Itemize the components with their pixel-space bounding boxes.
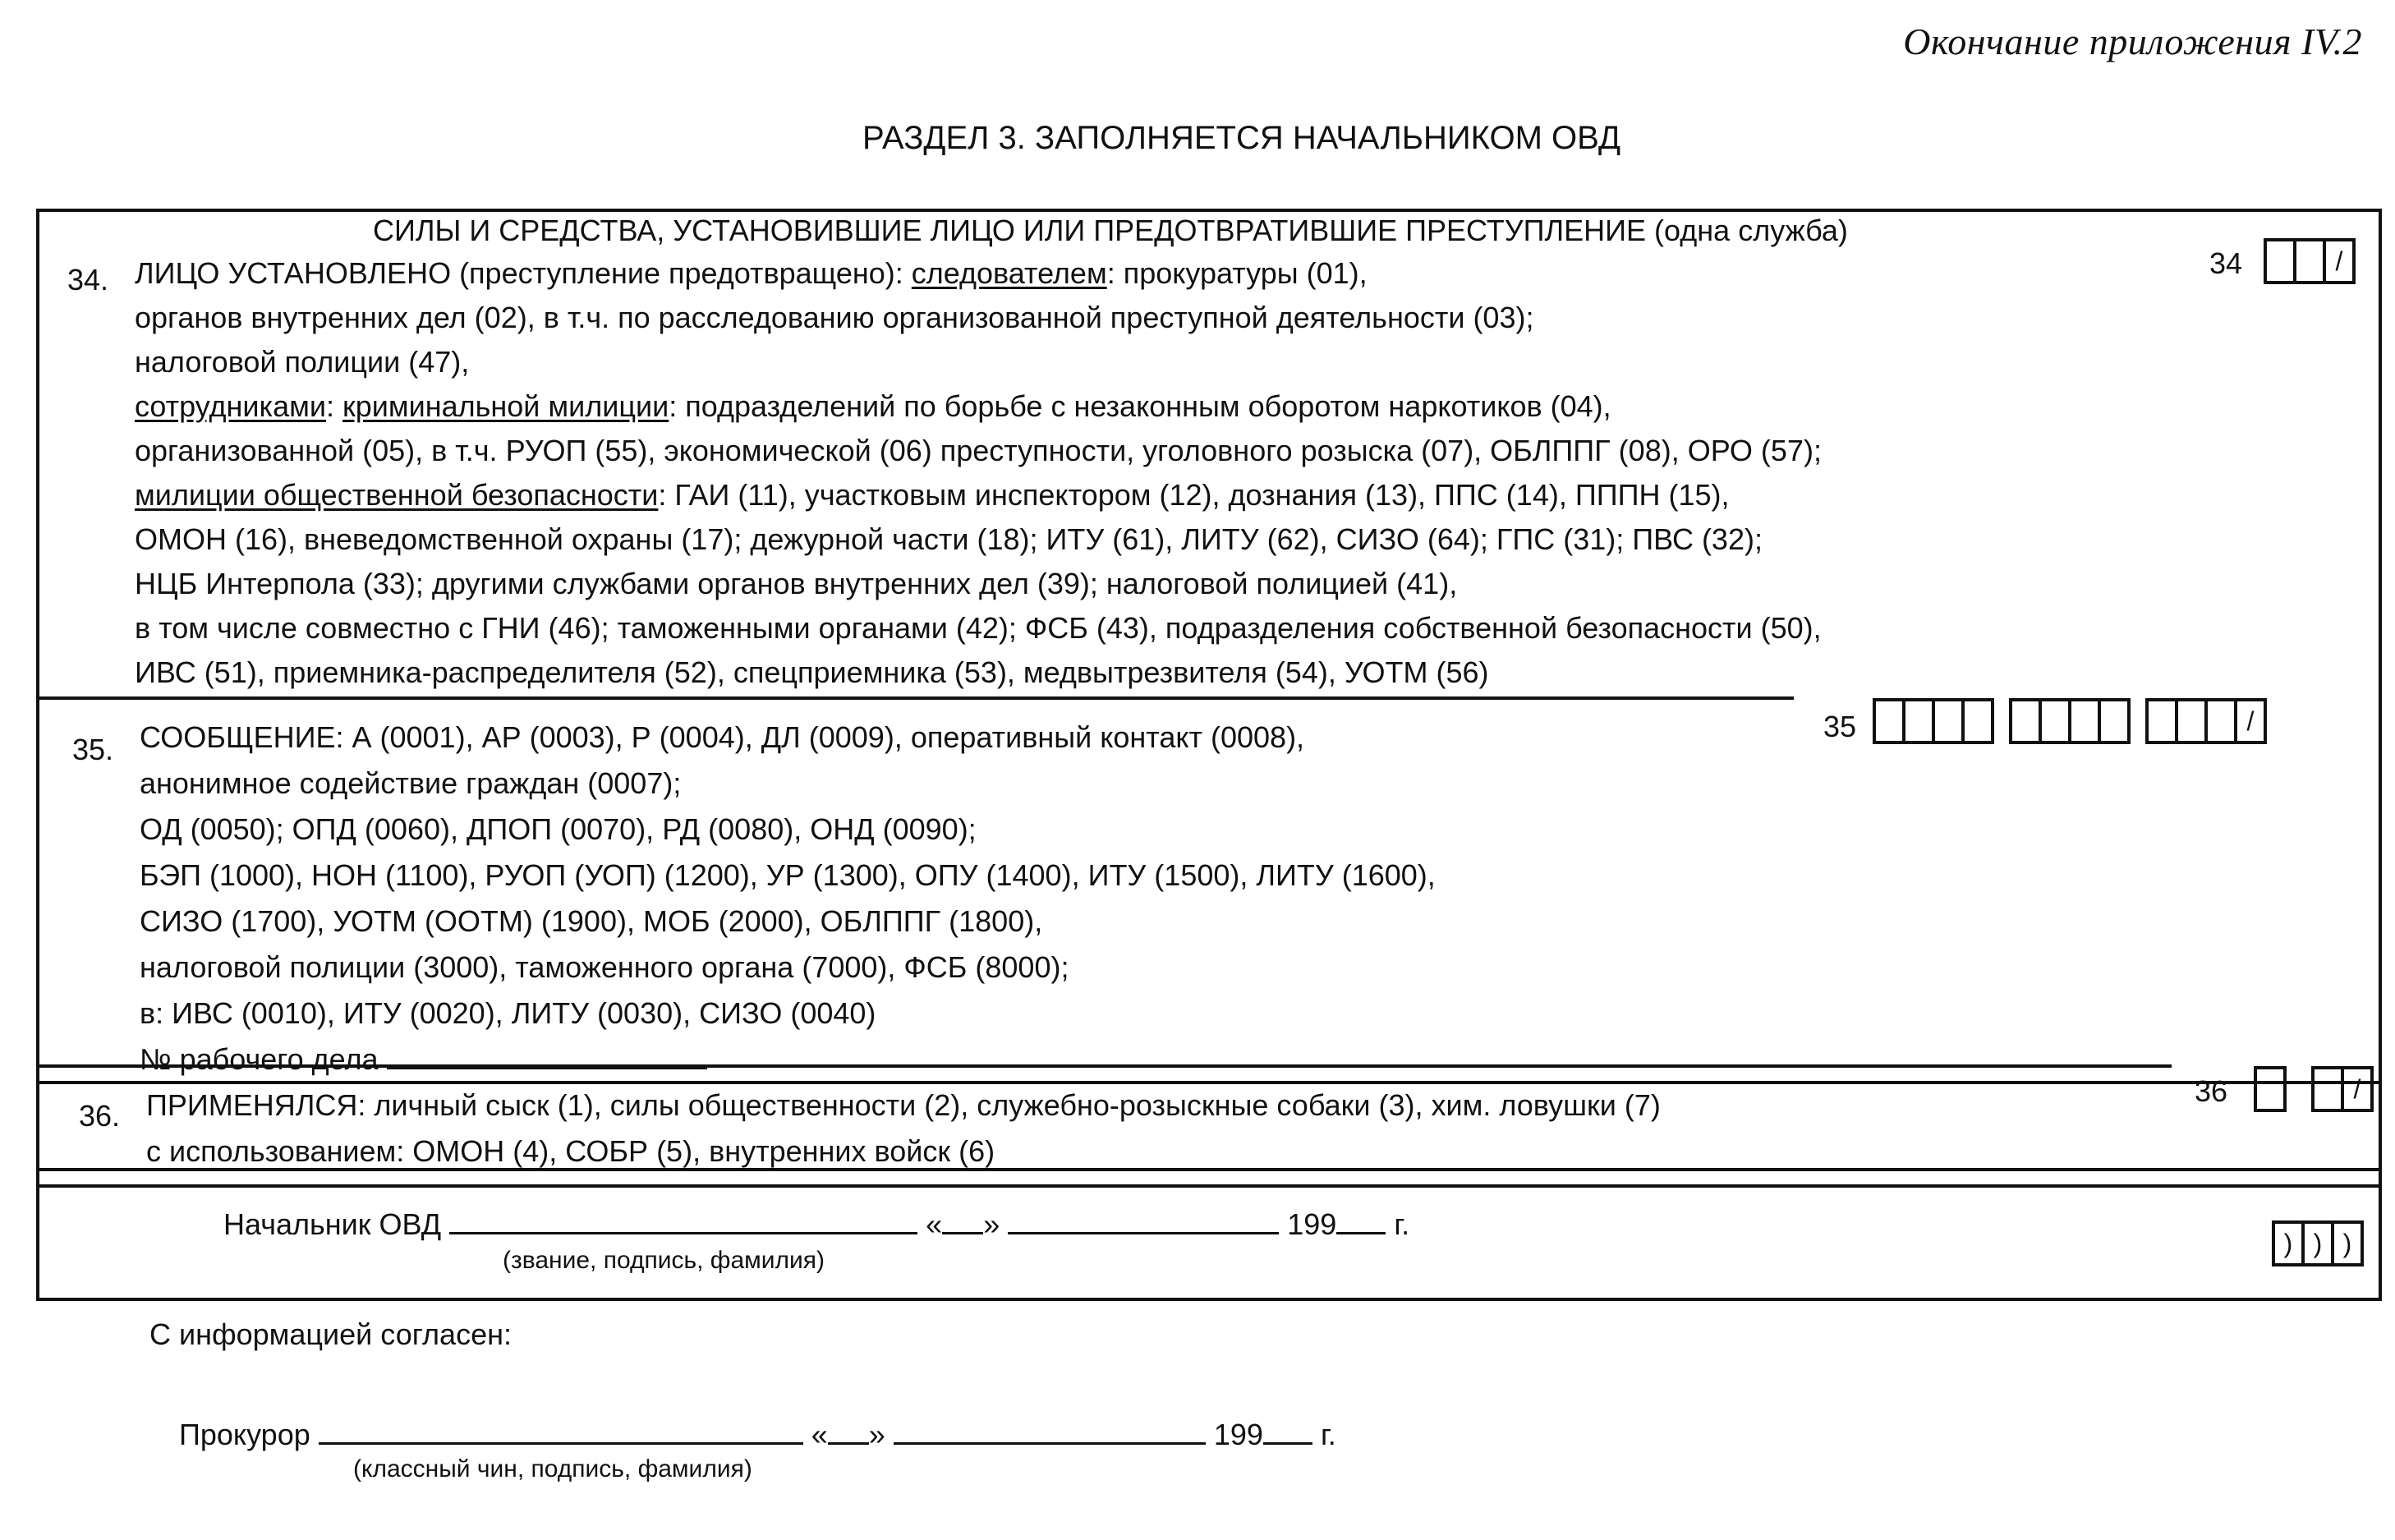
mark-cell bbox=[2272, 1221, 2305, 1266]
block35-line2: анонимное содействие граждан (0007); bbox=[140, 766, 682, 800]
code-group-1 bbox=[1876, 698, 1994, 744]
code-cell[interactable] bbox=[2254, 1066, 2287, 1112]
block36-line1: ПРИМЕНЯЛСЯ: личный сыск (1), силы общественности (2), служебно-розыскные собаки (3), хим. ловушки (7) bbox=[146, 1088, 1661, 1122]
block34-line7: ОМОН (16), вневедомственной охраны (17); дежурной части (18); ИТУ (61), ЛИТУ (62), СИЗО (64); ГПС (31); ПВС (32); bbox=[135, 522, 1763, 556]
mark: ) bbox=[2313, 1228, 2323, 1258]
block34-line2: органов внутренних дел (02), в т.ч. по расследованию организованной преступной деятельности (03); bbox=[135, 301, 1534, 334]
block36-code-box-b bbox=[2315, 1066, 2374, 1112]
block35-text bbox=[140, 715, 1436, 1083]
block34-line3: налоговой полиции (47), bbox=[135, 345, 470, 379]
slash-mark: / bbox=[2335, 246, 2343, 276]
block36-number: 36. bbox=[79, 1099, 121, 1133]
block35-line7: в: ИВС (0010), ИТУ (0020), ЛИТУ (0030), СИЗО (0040) bbox=[140, 996, 876, 1030]
signature-prosecutor-row bbox=[179, 1413, 1336, 1457]
quote-close: » bbox=[868, 1418, 885, 1451]
quote-open: « bbox=[811, 1418, 828, 1451]
block35-code-boxes bbox=[1876, 698, 2267, 744]
block34-line6 bbox=[135, 473, 1822, 517]
code-cell[interactable] bbox=[2098, 698, 2131, 744]
block34-line1 bbox=[135, 251, 1822, 296]
block36-text bbox=[146, 1083, 1661, 1175]
day-field[interactable] bbox=[828, 1442, 869, 1445]
signature-ovd-caption: (звание, подпись, фамилия) bbox=[503, 1247, 825, 1274]
text-segment: : подразделений по борьбе с незаконным оборотом наркотиков (04), bbox=[669, 389, 1611, 423]
signature-prosecutor-field[interactable] bbox=[319, 1442, 803, 1445]
text-segment: : прокуратуры (01), bbox=[1106, 256, 1368, 290]
year-suffix: г. bbox=[1320, 1418, 1336, 1451]
block36-code-label: 36 bbox=[2195, 1074, 2228, 1108]
divider-36-sign-second bbox=[36, 1184, 2382, 1188]
signature-prosecutor-caption: (классный чин, подпись, фамилия) bbox=[353, 1455, 752, 1483]
block34-number: 34. bbox=[67, 263, 109, 297]
block34-text bbox=[135, 251, 1822, 695]
mark: ) bbox=[2342, 1228, 2352, 1258]
signature-ovd-field[interactable] bbox=[449, 1232, 917, 1234]
text-segment: : ГАИ (11), участковым инспектором (12), дознания (13), ППС (14), ПППН (15), bbox=[658, 478, 1730, 512]
signature-prosecutor-label: Прокурор bbox=[179, 1418, 310, 1451]
block34-heading: СИЛЫ И СРЕДСТВА, УСТАНОВИВШИЕ ЛИЦО ИЛИ ПРЕДОТВРАТИВШИЕ ПРЕСТУПЛЕНИЕ (одна служба) bbox=[373, 214, 1848, 247]
text-segment: ЛИЦО УСТАНОВЛЕНО (преступление предотвращено): bbox=[135, 256, 912, 290]
block36-line2: с использованием: ОМОН (4), СОБР (5), внутренних войск (6) bbox=[146, 1134, 995, 1168]
code-cell[interactable] bbox=[2068, 698, 2101, 744]
month-field[interactable] bbox=[1008, 1232, 1279, 1234]
appendix-note: Окончание приложения IV.2 bbox=[1903, 21, 2362, 62]
year-suffix: г. bbox=[1394, 1207, 1410, 1241]
block34-code-boxes bbox=[2267, 238, 2356, 284]
block35-line1: СООБЩЕНИЕ: А (0001), АР (0003), Р (0004), ДЛ (0009), оперативный контакт (0008), bbox=[140, 720, 1305, 754]
block35-line5: СИЗО (1700), УОТМ (ООТМ) (1900), МОБ (2000), ОБЛППГ (1800), bbox=[140, 904, 1043, 938]
signature-ovd-row bbox=[223, 1202, 1409, 1247]
underlined-term: милиции общественной безопасности bbox=[135, 478, 659, 512]
code-cell[interactable] bbox=[2234, 698, 2267, 744]
code-cell[interactable] bbox=[1873, 698, 1905, 744]
code-cell[interactable] bbox=[1932, 698, 1965, 744]
code-cell[interactable] bbox=[2311, 1066, 2344, 1112]
code-cell[interactable] bbox=[2145, 698, 2178, 744]
day-field[interactable] bbox=[942, 1232, 983, 1234]
signature-ovd-label: Начальник ОВД bbox=[223, 1207, 442, 1241]
code-cell[interactable] bbox=[2039, 698, 2071, 744]
section-title: РАЗДЕЛ 3. ЗАПОЛНЯЕТСЯ НАЧАЛЬНИКОМ ОВД bbox=[862, 120, 1621, 156]
month-field[interactable] bbox=[894, 1442, 1206, 1445]
block34-line10: ИВС (51), приемника-распределителя (52), спецприемника (53), медвытрезвителя (54), УОТМ (56) bbox=[135, 655, 1489, 689]
code-cell[interactable] bbox=[2323, 238, 2356, 284]
block34-line8: НЦБ Интерпола (33); другими службами органов внутренних дел (39); налоговой полицией (41), bbox=[135, 567, 1458, 600]
code-group-3 bbox=[2149, 698, 2267, 744]
mark: ) bbox=[2283, 1228, 2293, 1258]
signature-ovd-marks bbox=[2275, 1221, 2364, 1266]
code-cell[interactable] bbox=[2175, 698, 2208, 744]
text-segment: : bbox=[325, 389, 342, 423]
divider-34-35 bbox=[36, 696, 1794, 700]
underlined-term: следователем bbox=[911, 256, 1107, 290]
agreement-label: С информацией согласен: bbox=[149, 1317, 512, 1351]
block36-code-box-a bbox=[2257, 1066, 2287, 1112]
block35-line6: налоговой полиции (3000), таможенного органа (7000), ФСБ (8000); bbox=[140, 950, 1069, 984]
block35-line8 bbox=[140, 1037, 1436, 1083]
case-number-field[interactable] bbox=[387, 1067, 707, 1069]
slash-mark: / bbox=[2353, 1073, 2361, 1104]
case-number-label: № рабочего дела bbox=[140, 1042, 379, 1076]
quote-close: » bbox=[983, 1207, 1000, 1241]
block34-line5: организованной (05), в т.ч. РУОП (55), экономической (06) преступности, уголовного розыска (07), ОБЛППГ (08), ОРО (57); bbox=[135, 434, 1822, 467]
block35-number: 35. bbox=[72, 733, 114, 766]
mark-cell bbox=[2301, 1221, 2334, 1266]
year-prefix: 199 bbox=[1287, 1207, 1337, 1241]
code-cell[interactable] bbox=[1961, 698, 1994, 744]
underlined-term: сотрудниками bbox=[135, 389, 326, 423]
block35-line4: БЭП (1000), НОН (1100), РУОП (УОП) (1200), УР (1300), ОПУ (1400), ИТУ (1500), ЛИТУ (1600), bbox=[140, 858, 1436, 892]
block34-code-label: 34 bbox=[2209, 246, 2243, 280]
underlined-term: криминальной милиции bbox=[342, 389, 669, 423]
code-group-2 bbox=[2012, 698, 2131, 744]
code-cell[interactable] bbox=[2341, 1066, 2374, 1112]
year-prefix: 199 bbox=[1213, 1418, 1263, 1451]
code-cell[interactable] bbox=[2293, 238, 2326, 284]
year-field[interactable] bbox=[1263, 1442, 1312, 1445]
code-cell[interactable] bbox=[2264, 238, 2296, 284]
mark-cell bbox=[2331, 1221, 2364, 1266]
quote-open: « bbox=[926, 1207, 943, 1241]
block35-code-label: 35 bbox=[1823, 710, 1857, 743]
slash-mark: / bbox=[2246, 706, 2255, 736]
block35-line3: ОД (0050); ОПД (0060), ДПОП (0070), РД (0080), ОНД (0090); bbox=[140, 812, 977, 846]
code-cell[interactable] bbox=[1902, 698, 1935, 744]
block34-line9: в том числе совместно с ГНИ (46); таможенными органами (42); ФСБ (43), подразделения собственной безопасности (50), bbox=[135, 611, 1822, 645]
year-field[interactable] bbox=[1336, 1232, 1386, 1234]
block34-line4 bbox=[135, 384, 1822, 429]
code-cell[interactable] bbox=[2009, 698, 2042, 744]
code-cell[interactable] bbox=[2204, 698, 2237, 744]
